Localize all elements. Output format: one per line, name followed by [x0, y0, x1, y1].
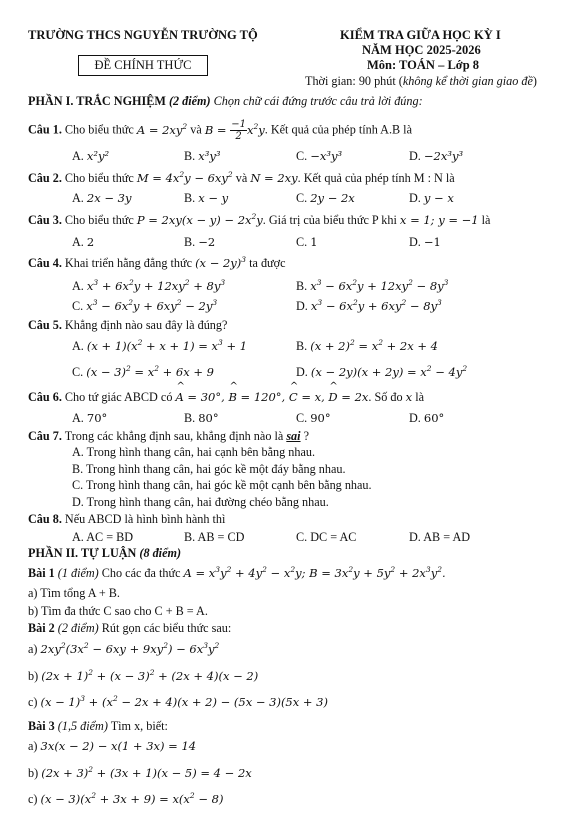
q6-option-c: C. 90° [296, 411, 331, 425]
q2-option-c: C. 2y − 2x [296, 191, 355, 205]
part2-heading: PHẦN II. TỰ LUẬN (8 điểm) [28, 546, 182, 560]
q4-option-d: D. $x^3 - 6x^2y + 6xy^2 - 8y^3$ [296, 298, 442, 313]
school-year: NĂM HỌC 2025-2026 [362, 43, 481, 57]
question-2: Câu 2. Cho biểu thức $M = 4x^2y - 6xy^2$ và N = 2xy. Kết quả của phép tính M : N là [28, 170, 455, 185]
q4-option-b: B. $x^3 - 6x^2y + 12xy^2 - 8y^3$ [296, 278, 449, 293]
exercise-1b: b) Tìm đa thức C sao cho C + B = A. [28, 604, 208, 618]
exercise-3b: b) $(2x + 3)^2 + (3x + 1)(x - 5) = 4 - 2x$ [28, 765, 252, 780]
q1-option-c: C. −x³y³ [296, 149, 343, 163]
q1-option-a: A. x²y² [72, 149, 110, 163]
q7-option-d: D. Trong hình thang cân, hai đường chéo bằng nhau. [72, 495, 329, 509]
q3-option-a: A. 2 [72, 235, 95, 249]
exercise-1: Bài 1 (1 điểm) Cho các đa thức $A = x^3y^2 + 4y^2 - x^2y$; $B = 3x^2y + 5y^2 + 2x^3y^2$. [28, 565, 446, 580]
q5-option-c: C. $(x - 3)^2 = x^2 + 6x + 9$ [72, 364, 214, 379]
q8-option-c: C. DC = AC [296, 530, 357, 544]
question-8: Câu 8. Nếu ABCD là hình bình hành thì [28, 512, 226, 526]
exercise-1a: a) Tìm tổng A + B. [28, 586, 120, 600]
q4-option-c: C. $x^3 - 6x^2y + 6xy^2 - 2y^3$ [72, 298, 218, 313]
q8-option-a: A. AC = BD [72, 530, 134, 544]
q5-option-b: B. $(x + 2)^2 = x^2 + 2x + 4$ [296, 338, 438, 353]
q3-option-c: C. 1 [296, 235, 318, 249]
q2-option-a: A. 2x − 3y [72, 191, 132, 205]
q3-option-d: D. −1 [409, 235, 441, 249]
exam-duration: Thời gian: 90 phút (không kể thời gian giao đề) [305, 74, 537, 88]
q1-option-d: D. −2x³y³ [409, 149, 464, 163]
part1-heading: PHẦN I. TRẮC NGHIỆM (2 điểm) Chọn chữ cái đứng trước câu trả lời đúng: [28, 94, 423, 108]
exercise-3: Bài 3 (1,5 điểm) Tìm x, biết: [28, 719, 168, 733]
question-3: Câu 3. Cho biểu thức $P = 2xy(x - y) - 2x^2y$. Giá trị của biểu thức P khi x = 1; y = −1 là [28, 212, 491, 227]
q5-option-d: D. $(x - 2y)(x + 2y) = x^2 - 4y^2$ [296, 364, 468, 379]
q5-option-a: A. $(x + 1)(x^2 + x + 1) = x^3 + 1$ [72, 338, 248, 353]
exam-title: KIỂM TRA GIỮA HỌC KỲ I [340, 28, 501, 42]
q6-option-d: D. 60° [409, 411, 445, 425]
subject: Môn: TOÁN – Lớp 8 [367, 58, 480, 72]
question-7: Câu 7. Trong các khẳng định sau, khẳng định nào là sai ? [28, 429, 310, 443]
q6-option-a: A. 70° [72, 411, 108, 425]
q6-option-b: B. 80° [184, 411, 219, 425]
exercise-2a: a) $2xy^2(3x^2 - 6xy + 9xy^2) - 6x^3y^2$ [28, 641, 220, 656]
school-name: TRƯỜNG THCS NGUYỄN TRƯỜNG TỘ [28, 28, 258, 42]
q2-option-b: B. x − y [184, 191, 229, 205]
q7-option-a: A. Trong hình thang cân, hai cạnh bên bằng nhau. [72, 445, 316, 459]
q7-option-b: B. Trong hình thang cân, hai góc kề một đáy bằng nhau. [72, 462, 346, 476]
exercise-3c: c) $(x - 3)(x^2 + 3x + 9) = x(x^2 - 8)$ [28, 791, 224, 806]
exercise-3a: a) 3x(x − 2) − x(1 + 3x) = 14 [28, 739, 197, 753]
exercise-2c: c) $(x - 1)^3 + (x^2 - 2x + 4)(x + 2) - (5x - 3)(5x + 3)$ [28, 694, 328, 709]
q2-option-d: D. y − x [409, 191, 454, 205]
question-4: Câu 4. Khai triển hằng đẳng thức $(x - 2y)^3$ ta được [28, 255, 286, 270]
exercise-2: Bài 2 (2 điểm) Rút gọn các biểu thức sau: [28, 621, 232, 635]
question-6: Câu 6. Cho tứ giác ABCD có ^ A = 30°, ^ B = 120°, ^ C = x, ^ D = 2x. Số đo x là [28, 390, 424, 405]
q1-option-b: B. x³y³ [184, 149, 221, 163]
q8-option-b: B. AB = CD [184, 530, 245, 544]
q7-option-c: C. Trong hình thang cân, hai góc kề một cạnh bên bằng nhau. [72, 478, 372, 492]
question-5: Câu 5. Khẳng định nào sau đây là đúng? [28, 318, 228, 332]
q8-option-d: D. AB = AD [409, 530, 471, 544]
q4-option-a: A. $x^3 + 6x^2y + 12xy^2 + 8y^3$ [72, 278, 226, 293]
exercise-2b: b) $(2x + 1)^2 + (x - 3)^2 + (2x + 4)(x - 2)$ [28, 668, 259, 683]
question-1: Câu 1. Cho biểu thức $A = 2xy^2$ và B = $\frac{-1}{2}$ $x^2y$. Kết quả của phép tính A.B là [28, 119, 412, 142]
q3-option-b: B. −2 [184, 235, 216, 249]
official-label: ĐỀ CHÍNH THỨC [78, 55, 208, 76]
